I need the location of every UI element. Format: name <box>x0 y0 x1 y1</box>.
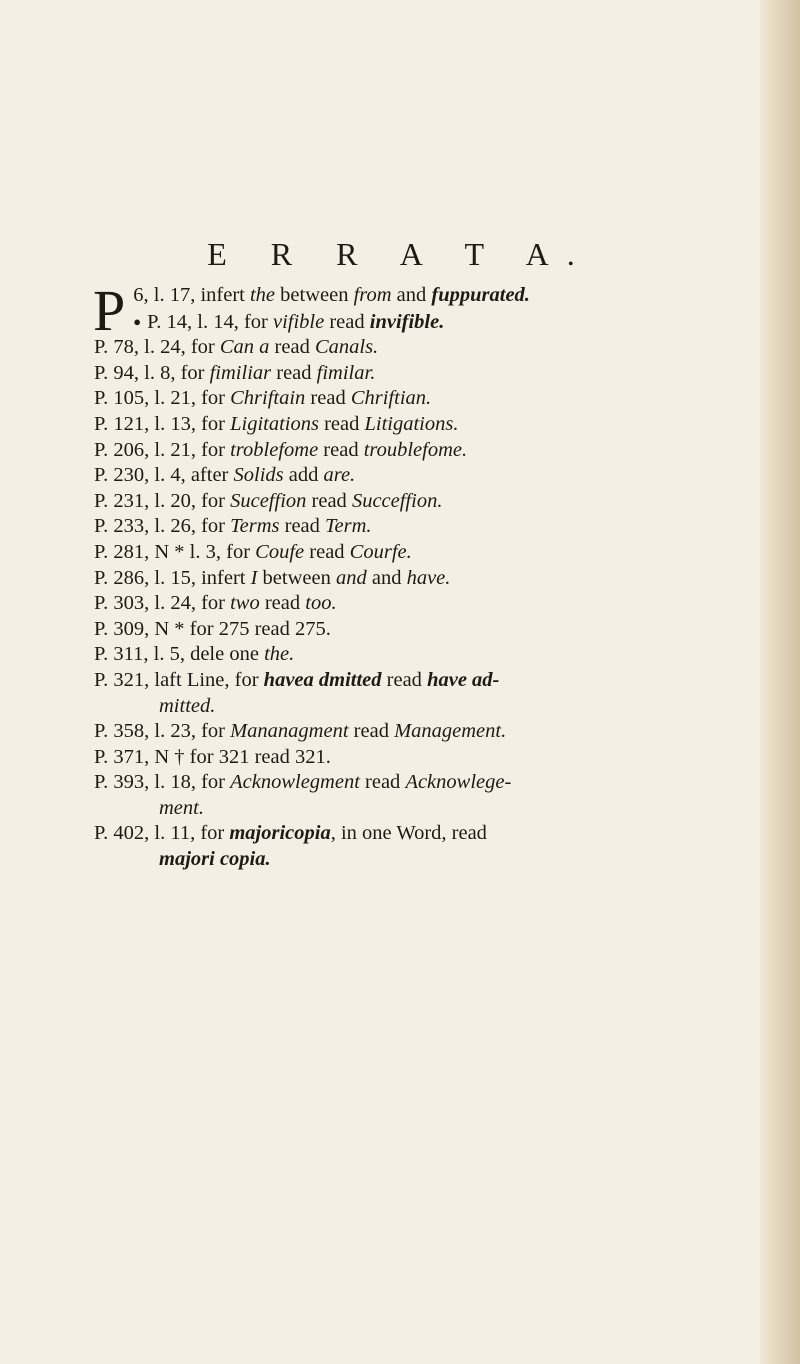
entry-ref: P. 94, l. 8, for <box>94 361 210 384</box>
drop-cap: P <box>93 278 126 343</box>
entry-wrong: the. <box>264 643 295 666</box>
entry-mid: read <box>259 592 306 615</box>
entry-ref: P. 231, l. 20, for <box>94 489 231 512</box>
errata-entry <box>94 438 774 464</box>
entry-wrong: Can a <box>219 336 270 359</box>
entry-right: Succeffion. <box>351 489 443 512</box>
entry-ref: P. 309, N * for 275 read 275. <box>94 617 331 640</box>
entry-right: Courfe. <box>349 540 412 563</box>
errata-entry <box>94 566 774 592</box>
entry-right: and <box>335 566 367 589</box>
entry-wrong: Solids <box>233 464 284 487</box>
entry-right: troublefome. <box>363 438 468 461</box>
entry-ref: P. 78, l. 24, for <box>94 336 220 359</box>
page-title: E R R A T A. <box>207 236 593 272</box>
errata-entry <box>94 489 774 515</box>
entry-right: Litigations. <box>364 412 459 435</box>
entry-right: are. <box>323 464 356 487</box>
entry-wrong: Coufe <box>255 540 305 563</box>
entry-mid: read <box>304 540 350 563</box>
entry-right: fimilar. <box>316 361 376 384</box>
errata-entry: ● P. 14, l. 14, for vifible read invifible. <box>133 310 445 333</box>
errata-entry: P. 358, l. 23, for Mananagment read Management. <box>94 720 507 743</box>
entry-mid: between <box>257 566 336 589</box>
entry-mid: add <box>283 464 324 487</box>
entry-right: Term. <box>325 515 372 538</box>
entry-right2: have. <box>406 566 451 589</box>
errata-entry-continuation: ment. <box>159 796 204 819</box>
entry-ref: P. 206, l. 21, for <box>94 438 231 461</box>
entry-ref: P. 121, l. 13, for <box>94 412 231 435</box>
entry-wrong: Suceffion <box>230 489 307 512</box>
entry-mid: read <box>279 515 326 538</box>
entry-wrong: Terms <box>230 515 280 538</box>
entry-wrong: fimiliar <box>209 361 272 384</box>
errata-entry: P. 371, N † for 321 read 321. <box>94 745 331 768</box>
entry-right: Chriftian. <box>350 387 432 410</box>
entry-mid: read <box>271 361 317 384</box>
entry-mid: read <box>318 438 364 461</box>
entry-mid: read <box>306 489 352 512</box>
entry-ref: P. 230, l. 4, after <box>94 464 234 487</box>
errata-entry <box>94 591 774 617</box>
errata-entry <box>94 617 774 643</box>
entry-wrong: Chriftain <box>230 387 306 410</box>
entry-mid2: and <box>366 566 407 589</box>
entry-mid: read <box>269 336 315 359</box>
errata-entry <box>94 335 774 361</box>
entry-right: Canals. <box>314 336 379 359</box>
errata-entry <box>94 642 774 668</box>
errata-entry <box>94 514 774 540</box>
entry-wrong: troblefome <box>230 438 319 461</box>
entry-ref: P. 105, l. 21, for <box>94 387 231 410</box>
entry-ref: P. 233, l. 26, for <box>94 515 231 538</box>
entry-wrong: two <box>230 592 260 615</box>
errata-entries <box>94 335 774 668</box>
errata-entry <box>94 412 774 438</box>
errata-entry: P 6, l. 17, infert the between from and fuppurated. <box>93 278 530 343</box>
entry-wrong: Ligitations <box>230 412 319 435</box>
errata-entry <box>94 386 774 412</box>
dot-mark: ● <box>133 313 142 329</box>
entry-ref: P. 286, l. 15, infert <box>94 566 251 589</box>
errata-entry <box>94 463 774 489</box>
entry-mid: read <box>305 387 351 410</box>
errata-entry: P. 321, laft Line, for havea dmitted read have ad- <box>94 668 500 691</box>
entry-ref: P. 303, l. 24, for <box>94 592 231 615</box>
errata-entry: P. 402, l. 11, for majoricopia, in one Word, read <box>94 822 487 845</box>
entry-ref: P. 311, l. 5, dele one <box>94 643 265 666</box>
errata-list <box>93 278 774 873</box>
entry-wrong: I <box>250 566 258 589</box>
entry-right: too. <box>305 592 337 615</box>
errata-entry-continuation: majori copia. <box>159 848 271 871</box>
errata-entry-continuation: mitted. <box>159 694 216 717</box>
entry-mid: read <box>318 412 365 435</box>
errata-entry <box>94 361 774 387</box>
errata-entry: P. 393, l. 18, for Acknowlegment read Acknowlege- <box>94 771 512 794</box>
errata-entry <box>94 540 774 566</box>
entry-ref: P. 281, N * l. 3, for <box>94 540 256 563</box>
